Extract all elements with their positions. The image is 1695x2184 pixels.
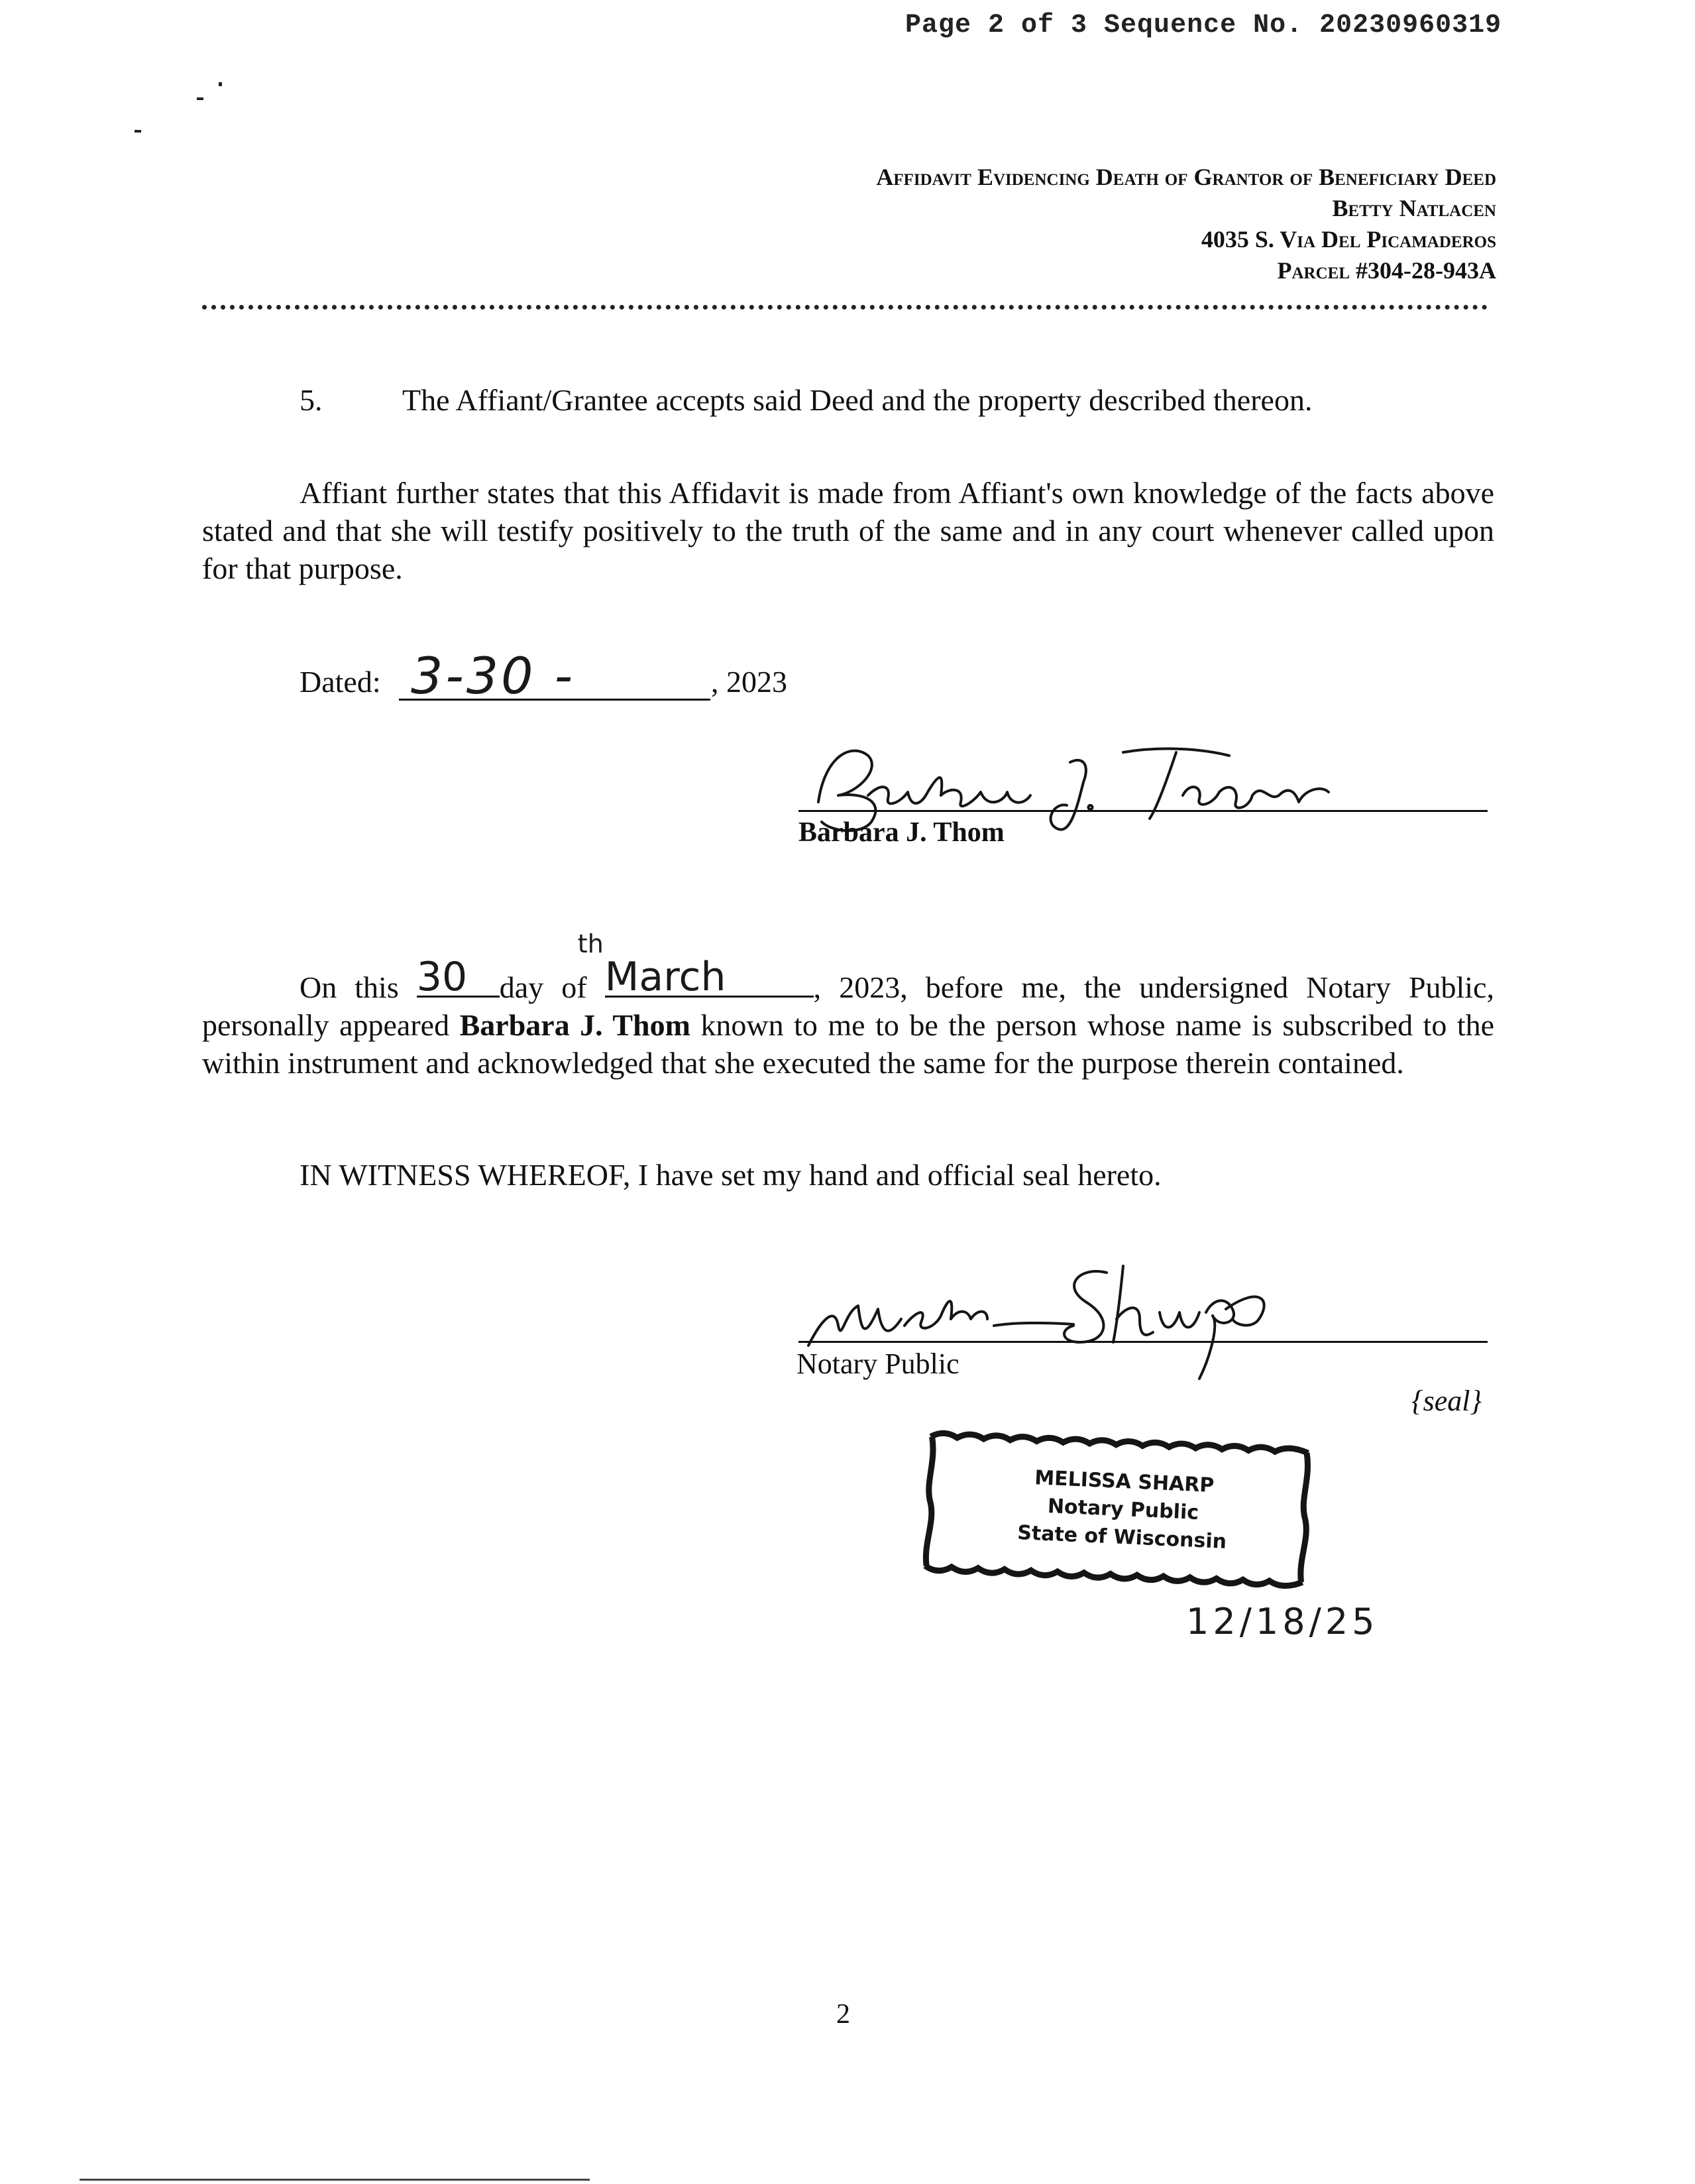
on-this-text: On this <box>300 970 399 1004</box>
seal-label: {seal} <box>1411 1385 1482 1417</box>
commission-expiry-date: 12/18/25 <box>1186 1601 1379 1642</box>
acknowledgment-paragraph <box>202 929 1495 1082</box>
witness-statement: IN WITNESS WHEREOF, I have set my hand and official seal hereto. <box>300 1158 1162 1192</box>
day-of-text: day of <box>499 970 587 1004</box>
date-blank-line <box>399 699 710 701</box>
notary-stamp-text <box>995 1463 1250 1557</box>
acknowledged-person: Barbara J. Thom <box>459 1008 690 1042</box>
acknowledgment-rest: known to me to be the person whose name is subscribed to the within instrument and acknowledged that she executed the same for the purpose therein contained. <box>202 1008 1495 1080</box>
handwritten-month: March <box>604 954 726 1000</box>
caption-address: 4035 S. Via Del Picamaderos <box>1201 226 1496 253</box>
handwritten-date: 3-30 - <box>411 646 576 705</box>
dotted-divider <box>202 305 1488 310</box>
paragraph-number: 5. <box>300 383 323 417</box>
notary-public-label: Notary Public <box>796 1348 959 1380</box>
affiant-statement-paragraph: Affiant further states that this Affidavit is made from Affiant's own knowledge of the facts above stated and that she will testify positively to the truth of the same and in any court whenever called upon for that purpose. <box>202 476 1494 585</box>
scan-speck <box>197 97 203 100</box>
notary-signature-line <box>798 1341 1488 1343</box>
signer-name: Barbara J. Thom <box>798 817 1005 848</box>
stamp-notary-title: Notary Public <box>1047 1495 1199 1524</box>
paragraph-5-text: The Affiant/Grantee accepts said Deed and the property described thereon. <box>402 383 1313 417</box>
handwritten-day-suffix: th <box>577 929 604 958</box>
caption-decedent: Betty Natlacen <box>1332 195 1496 221</box>
after-month-text: , 2023, before me, the undersigned Notary Public, personally appeared <box>202 970 1495 1042</box>
dated-year: , 2023 <box>711 665 787 699</box>
footer-rule <box>80 2179 590 2181</box>
document-caption <box>876 162 1496 286</box>
stamp-notary-name: MELISSA SHARP <box>1034 1466 1215 1497</box>
caption-parcel: Parcel #304-28-943A <box>1277 257 1496 284</box>
scan-speck <box>135 130 141 133</box>
signer-signature-line <box>798 810 1488 812</box>
stamp-notary-state: State of Wisconsin <box>1016 1521 1227 1554</box>
page-number: 2 <box>836 1999 850 2030</box>
month-blank <box>604 954 814 1000</box>
page-sequence-header: Page 2 of 3 Sequence No. 20230960319 <box>905 11 1502 40</box>
dated-label: Dated: <box>300 665 381 699</box>
caption-title: Affidavit Evidencing Death of Grantor of Beneficiary Deed <box>876 164 1496 190</box>
handwritten-day: 30 <box>416 954 468 1000</box>
scan-speck <box>219 82 222 86</box>
